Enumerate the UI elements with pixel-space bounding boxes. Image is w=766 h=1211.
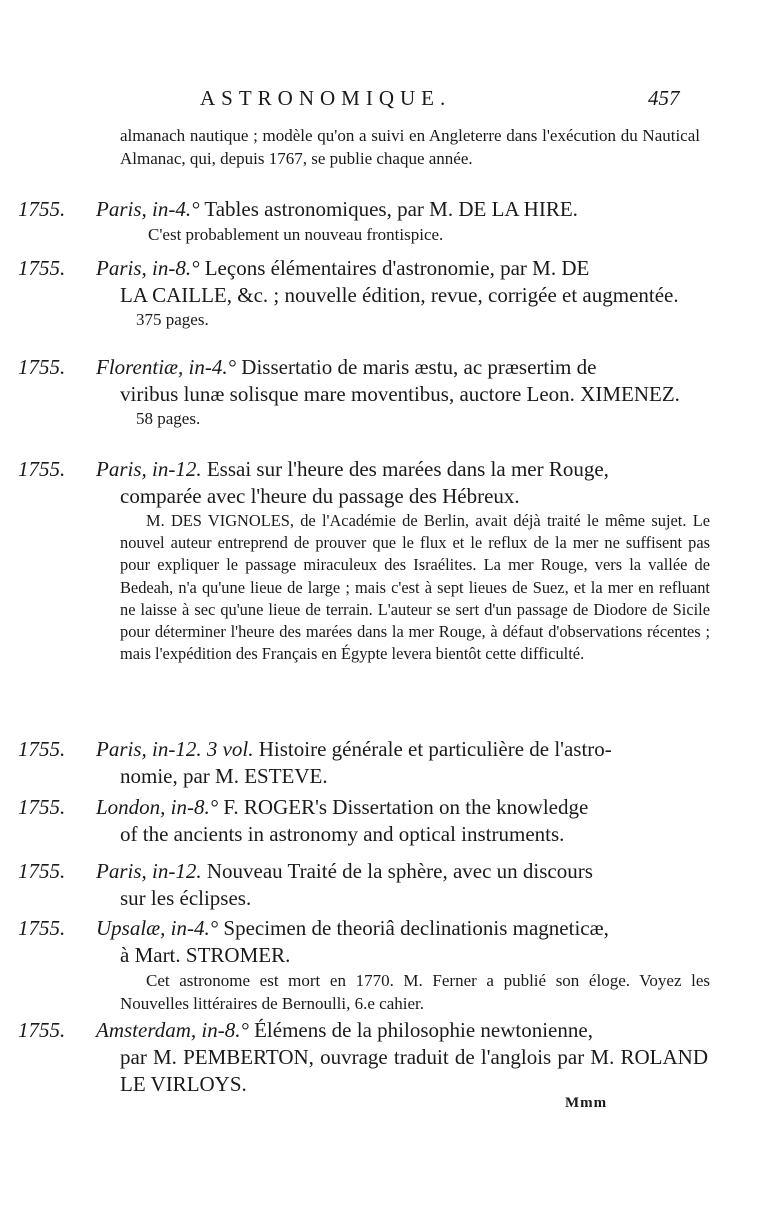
entry-title: Essai sur l'heure des marées dans la mer Rouge, (206, 457, 609, 481)
entry-note: M. DES VIGNOLES, de l'Académie de Berlin, avait déjà traité le même sujet. Le nouvel auteur entreprend de prouver que le flux et le reflux de la mer ne suffisent pas pour expliquer le passage miraculeux des Israélites. La mer Rouge, vers la vallée de Bedeah, n'a qu'une lieue de large ; mais c'est à sept lieues de Suez, et la mer en refluant ne laisse à sec qu'une lieue de terrain. L'auteur se sert d'un passage de Diodore de Sicile pour déterminer l'heure des marées dans la mer Rouge, à défaut d'observations récentes ; mais l'expédition des Français en Égypte levera bientôt cette difficulté. (120, 511, 710, 664)
running-head: ASTRONOMIQUE. (200, 86, 452, 110)
entry-title: Specimen de theoriâ declinationis magneticæ, (223, 916, 609, 940)
entry-place: London, in-8.° (96, 795, 219, 819)
entry-place: Paris, in-8.° (96, 256, 200, 280)
entry-year: 1755. (18, 795, 66, 819)
entry-place: Paris, in-4.° (96, 197, 200, 221)
entry-continuation: viribus lunæ solisque mare moventibus, auctore Leon. XIMENEZ. (120, 382, 680, 406)
entry-continuation: of the ancients in astronomy and optical instruments. (120, 822, 565, 846)
bibliography-entry (18, 255, 708, 331)
entry-pages: 375 pages. (136, 310, 209, 329)
entry-continuation: par M. PEMBERTON, ouvrage traduit de l'anglois par M. ROLAND LE VIRLOYS. (120, 1045, 708, 1096)
entry-note: C'est probablement un nouveau frontispice. (148, 225, 444, 244)
bibliography-entry (18, 858, 708, 912)
entry-year: 1755. (18, 737, 66, 761)
bibliography-entry (18, 736, 708, 790)
entry-title: Leçons élémentaires d'astronomie, par M. DE (204, 256, 590, 280)
entry-continuation: à Mart. STROMER. (120, 943, 291, 967)
entry-continuation: LA CAILLE, &c. ; nouvelle édition, revue, corrigée et augmentée. (120, 283, 679, 307)
page-number: 457 (648, 86, 680, 110)
bibliography-entry (18, 794, 708, 848)
entry-continuation: comparée avec l'heure du passage des Hébreux. (120, 484, 520, 508)
entry-continuation: sur les éclipses. (120, 886, 252, 910)
entry-year: 1755. (18, 457, 66, 481)
entry-title: Élémens de la philosophie newtonienne, (254, 1018, 593, 1042)
entry-title: Nouveau Traité de la sphère, avec un discours (206, 859, 593, 883)
entry-title: F. ROGER's Dissertation on the knowledge (223, 795, 589, 819)
entry-continuation: nomie, par M. ESTEVE. (120, 764, 328, 788)
entry-place: Paris, in-12. (96, 457, 202, 481)
bibliography-entry (18, 915, 708, 1015)
bibliography-entry (18, 196, 708, 246)
entry-year: 1755. (18, 916, 66, 940)
entry-pages: 58 pages. (136, 409, 201, 428)
entry-year: 1755. (18, 355, 66, 379)
bibliography-entry (18, 354, 708, 430)
bibliography-entry (18, 456, 708, 665)
signature-mark: Mmm (565, 1095, 608, 1111)
entry-year: 1755. (18, 197, 66, 221)
entry-place: Paris, in-12. (96, 859, 202, 883)
entry-note: Cet astronome est mort en 1770. M. Ferner a publié son éloge. Voyez les Nouvelles littéraires de Bernoulli, 6.e cahier. (120, 971, 710, 1013)
bibliography-entry (18, 1017, 708, 1098)
entry-place: Paris, in-12. 3 vol. (96, 737, 254, 761)
entry-place: Upsalæ, in-4.° (96, 916, 219, 940)
entry-place: Florentiæ, in-4.° (96, 355, 237, 379)
entry-place: Amsterdam, in-8.° (96, 1018, 249, 1042)
entry-title: Tables astronomiques, par M. DE LA HIRE. (204, 197, 578, 221)
entry-year: 1755. (18, 1018, 66, 1042)
intro-paragraph: almanach nautique ; modèle qu'on a suivi en Angleterre dans l'exécution du Nautical Almanac, qui, depuis 1767, se publie chaque année. (120, 126, 700, 168)
entry-year: 1755. (18, 859, 66, 883)
entry-year: 1755. (18, 256, 66, 280)
entry-title: Histoire générale et particulière de l'astro- (258, 737, 612, 761)
entry-title: Dissertatio de maris æstu, ac præsertim de (241, 355, 597, 379)
